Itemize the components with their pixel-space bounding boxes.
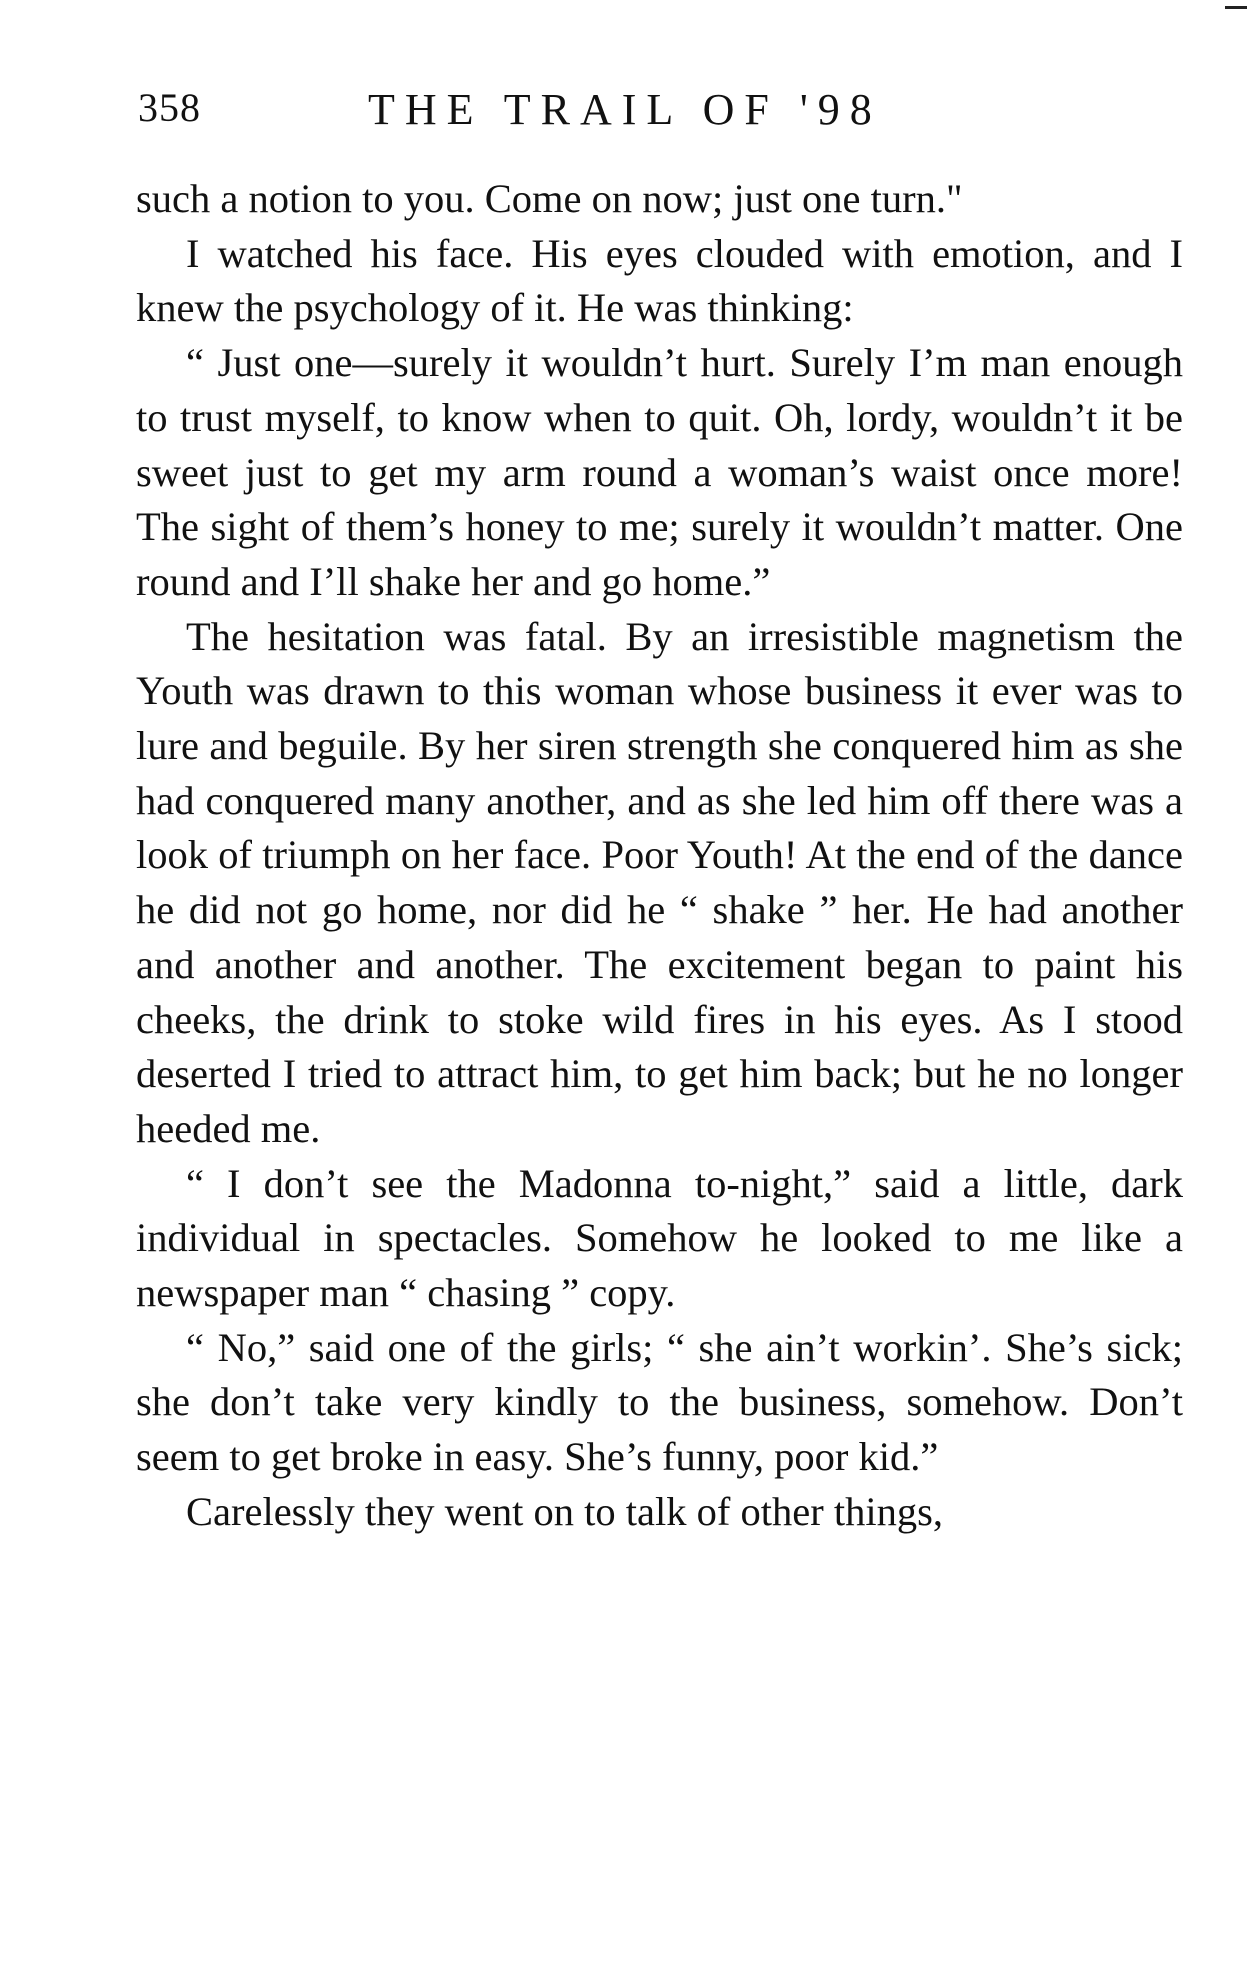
paragraph: I watched his face. His eyes clouded with emotion, and I knew the psychology of it. He was thinking:: [136, 230, 1183, 331]
paragraph: The hesitation was fatal. By an irresistible magnetism the Youth was drawn to this woman whose business it ever was to lure and beguile. By her siren strength she conquered him as she had conquered many another, and as she led him off there was a look of triumph on her face. Poor Youth! At the end of the dance he did not go home, nor did he “ shake ” her. He had another and another and another. The excitement began to paint his cheeks, the drink to stoke wild fires in his eyes. As I stood deserted I tried to attract him, to get him back; but he no longer heeded me.: [136, 613, 1183, 1151]
paragraph-quote: “ I don’t see the Madonna to-night,” said a little, dark individual in spectacles. Somehow he looked to me like a newspaper man “ chasing ” copy.: [136, 1160, 1183, 1316]
paragraph-continuation: such a notion to you. Come on now; just one turn.": [136, 176, 963, 221]
paragraph-quote: “ No,” said one of the girls; “ she ain’t workin’. She’s sick; she don’t take very kindly to the business, somehow. Don’t seem to get broke in easy. She’s funny, poor kid.”: [136, 1324, 1183, 1480]
running-title: THE TRAIL OF '98: [368, 85, 882, 134]
scan-corner-mark: [1225, 6, 1247, 9]
page-header: [138, 84, 1183, 144]
paragraph-quote: “ Just one—surely it wouldn’t hurt. Surely I’m man enough to trust myself, to know when to quit. Oh, lordy, wouldn’t it be sweet just to get my arm round a woman’s waist once more! The sight of them’s honey to me; surely it wouldn’t matter. One round and I’ll shake her and go home.”: [136, 340, 1183, 604]
paragraph: Carelessly they went on to talk of other things,: [186, 1488, 943, 1534]
body-text: [136, 172, 1183, 1540]
page-number: 358: [138, 85, 201, 130]
